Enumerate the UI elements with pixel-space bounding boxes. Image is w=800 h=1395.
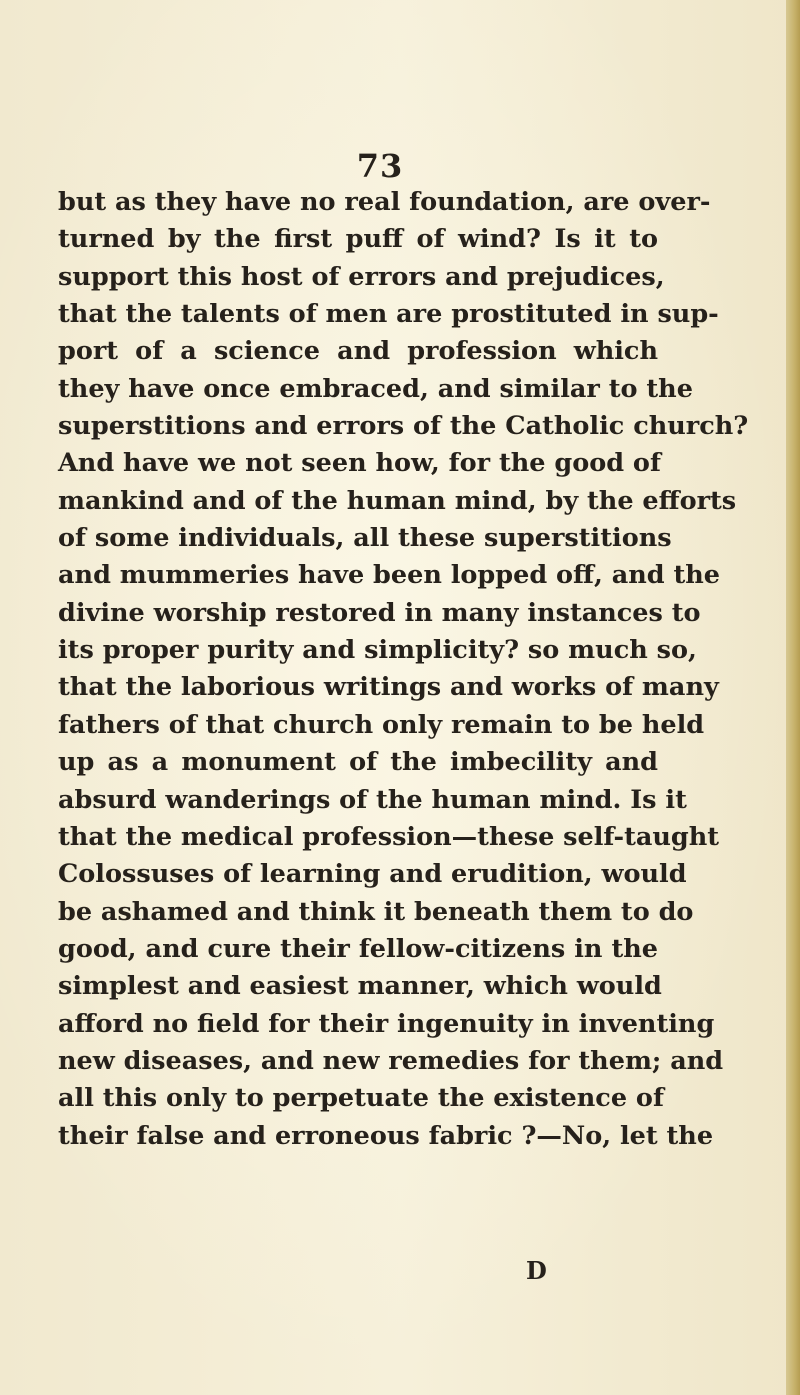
text-line: mankind and of the human mind, by the efforts bbox=[58, 485, 737, 516]
text-line: all this only to perpetuate the existence of bbox=[58, 1083, 664, 1114]
text-line: new diseases, and new remedies for them; and bbox=[58, 1045, 724, 1076]
signature-mark: D bbox=[526, 1256, 547, 1285]
text-line: its proper purity and simplicity? so much so, bbox=[58, 635, 697, 666]
text-line: simplest and easiest manner, which would bbox=[58, 971, 662, 1002]
body-text bbox=[58, 184, 749, 1155]
text-line: And have we not seen how, for the good of bbox=[58, 448, 661, 479]
text-line: turned by the first puff of wind? Is it to bbox=[58, 224, 658, 255]
text-line: good, and cure their fellow-citizens in the bbox=[58, 933, 658, 964]
text-line: afford no field for their ingenuity in inventing bbox=[58, 1008, 715, 1039]
text-line: of some individuals, all these superstitions bbox=[58, 523, 672, 554]
text-line: and mummeries have been lopped off, and the bbox=[58, 560, 721, 591]
page-edge bbox=[786, 0, 800, 1395]
text-line: absurd wanderings of the human mind. Is it bbox=[58, 784, 687, 815]
text-line: superstitions and errors of the Catholic church? bbox=[58, 411, 749, 442]
text-line: divine worship restored in many instances to bbox=[58, 597, 701, 628]
text-line: that the talents of men are prostituted in sup- bbox=[58, 299, 719, 330]
text-line: support this host of errors and prejudices, bbox=[58, 261, 665, 292]
text-line: up as a monument of the imbecility and bbox=[58, 747, 658, 778]
text-line: that the laborious writings and works of many bbox=[58, 672, 719, 703]
text-line: they have once embraced, and similar to the bbox=[58, 373, 693, 404]
text-line: be ashamed and think it beneath them to do bbox=[58, 896, 694, 927]
text-line: fathers of that church only remain to be held bbox=[58, 709, 705, 740]
text-line: their false and erroneous fabric ?—No, let the bbox=[58, 1120, 714, 1151]
page-number: 73 bbox=[356, 147, 404, 185]
text-line: but as they have no real foundation, are over- bbox=[58, 187, 711, 217]
text-line: port of a science and profession which bbox=[58, 336, 658, 367]
text-line: that the medical profession—these self-taught bbox=[58, 821, 720, 852]
text-line: Colossuses of learning and erudition, would bbox=[58, 859, 687, 890]
